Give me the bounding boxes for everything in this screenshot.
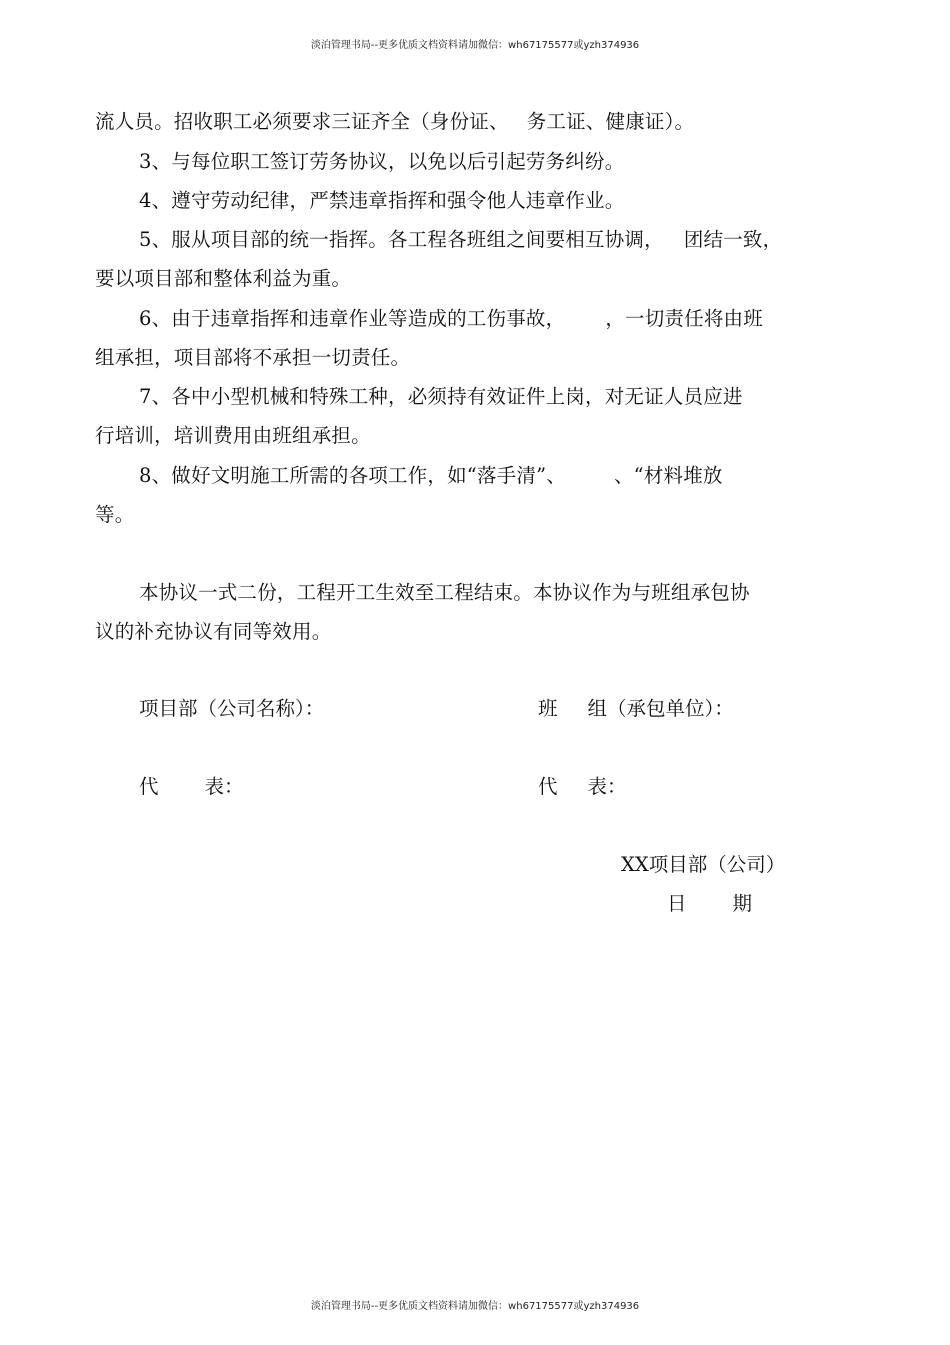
right-party-label xyxy=(538,693,734,721)
closing-statement-cont: 议的补充协议有同等效用。 xyxy=(95,620,332,643)
right-representative-label xyxy=(538,771,627,799)
paragraph-line xyxy=(95,106,694,134)
text-segment: 代 xyxy=(538,775,558,798)
text-segment: ，一切责任将由班 xyxy=(605,307,763,330)
left-party-label: 项目部（公司名称）： xyxy=(139,697,325,720)
clause-5-cont: 要以项目部和整体利益为重。 xyxy=(95,267,352,290)
text-segment: 表： xyxy=(587,775,627,798)
text-segment: 团结一致， xyxy=(683,228,783,251)
text-segment: 6、由于违章指挥和违章作业等造成的工伤事故， xyxy=(139,307,566,330)
clause-6 xyxy=(139,303,763,331)
text-segment: 务工证、健康证）。 xyxy=(526,110,695,133)
text-segment: 组（承包单位）： xyxy=(587,697,734,720)
clause-8-cont: 等。 xyxy=(95,503,135,526)
clause-7: 7、各中小型机械和特殊工种，必须持有效证件上岗，对无证人员应进 xyxy=(139,385,743,408)
page-footer: 淡泊管理书局--更多优质文档资料请加微信：wh67175577或yzh374936 xyxy=(310,1301,640,1312)
text-segment: 、“材料堆放 xyxy=(613,464,723,487)
clause-6-cont: 组承担，项目部将不承担一切责任。 xyxy=(95,346,411,369)
clause-3: 3、与每位职工签订劳务协议，以免以后引起劳务纠纷。 xyxy=(139,150,625,173)
clause-5 xyxy=(139,224,782,252)
closing-statement: 本协议一式二份，工程开工生效至工程结束。本协议作为与班组承包协 xyxy=(139,581,750,604)
left-representative-label xyxy=(139,771,244,799)
text-segment: 表： xyxy=(204,775,244,798)
text-segment: 5、服从项目部的统一指挥。各工程各班组之间要相互协调， xyxy=(139,228,664,251)
text-segment: 代 xyxy=(139,775,159,798)
clause-7-cont: 行培训，培训费用由班组承担。 xyxy=(95,424,371,447)
text-segment: 流人员。招收职工必须要求三证齐全（身份证、 xyxy=(95,110,509,133)
clause-4: 4、遵守劳动纪律，严禁违章指挥和强令他人违章作业。 xyxy=(139,189,625,212)
organization-name: XX项目部（公司） xyxy=(621,853,786,876)
text-segment: 8、做好文明施工所需的各项工作，如“落手清”、 xyxy=(139,464,566,487)
clause-8 xyxy=(139,460,723,488)
text-segment: 期 xyxy=(732,892,753,915)
date-label xyxy=(667,888,752,916)
text-segment: 班 xyxy=(538,697,558,720)
page-header: 淡泊管理书局--更多优质文档资料请加微信：wh67175577或yzh374936 xyxy=(310,40,640,51)
text-segment: 日 xyxy=(667,892,687,915)
